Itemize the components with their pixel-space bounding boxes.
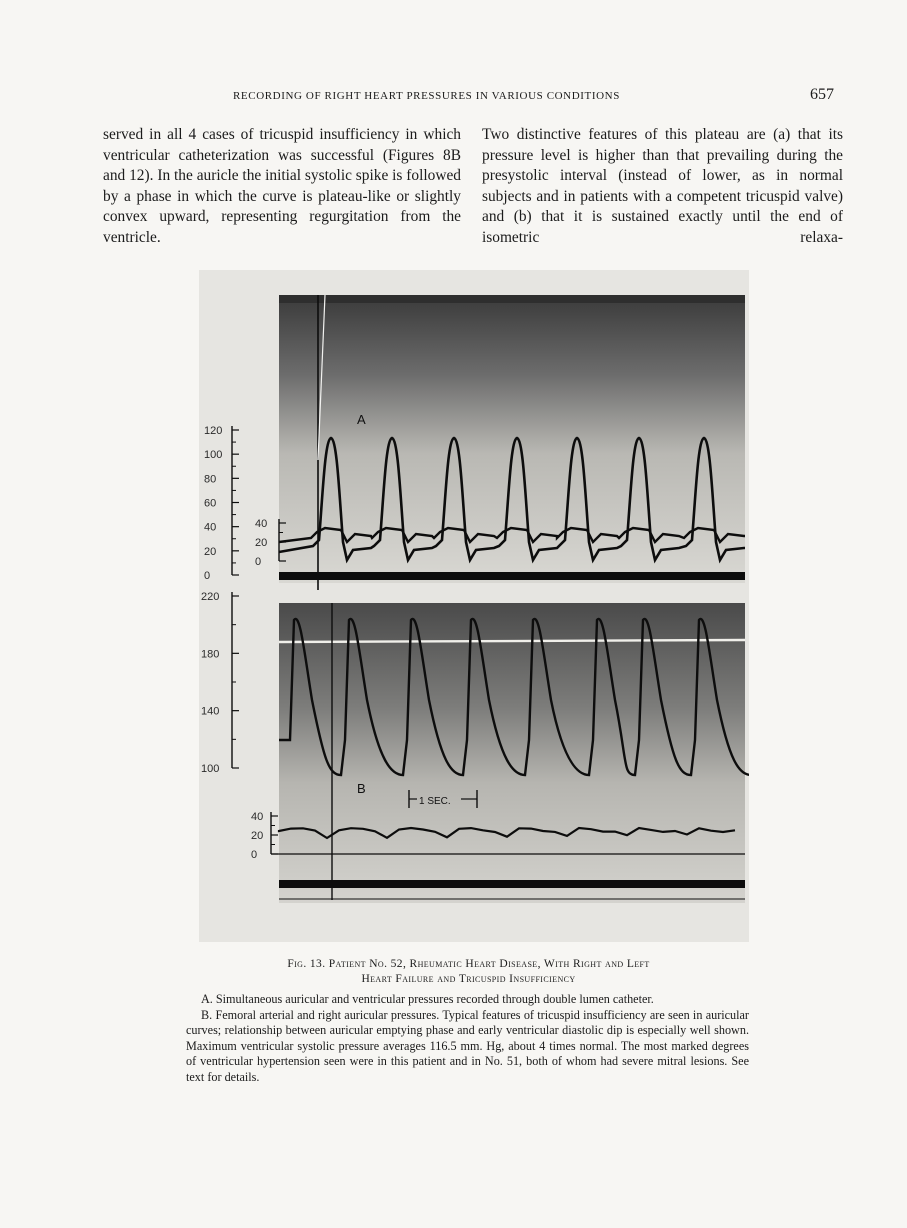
body-paragraph-left: served in all 4 cases of tricuspid insufficiency in which ventricular catheterization was successful (Figures 8B and 12). In the auricle the initial systolic spike is followed by a phase in which the curve is plateau-like or slightly convex upward, representing regurgitation from the ventricle.	[103, 126, 461, 246]
body-column-right	[482, 125, 843, 248]
running-head: RECORDING OF RIGHT HEART PRESSURES IN VARIOUS CONDITIONS	[233, 90, 620, 102]
scale-b-outer-tick-label: 100	[201, 763, 220, 775]
time-marker-label: 1 SEC.	[419, 796, 451, 807]
scale-a-outer-tick-label: 20	[204, 545, 217, 558]
scale-a-inner-tick-label: 20	[255, 537, 268, 549]
scale-b-outer-tick-label: 140	[201, 705, 220, 718]
scale-a-inner-tick-label: 40	[255, 518, 268, 530]
scale-a-outer-tick-label: 0	[204, 570, 211, 582]
scale-b-outer-tick-label: 220	[201, 591, 220, 603]
panel-a-top-band	[279, 295, 745, 303]
scale-a-outer-tick-label: 40	[204, 521, 217, 534]
scale-a-outer-tick-label: 120	[204, 425, 223, 437]
figure-13	[199, 270, 749, 942]
scale-a-inner-tick-label: 0	[255, 556, 262, 568]
panel-a-baseline	[279, 572, 745, 580]
scale-b-inner-tick-label: 40	[251, 811, 264, 823]
scale-a-outer-tick-label: 80	[204, 473, 217, 486]
body-column-left	[103, 125, 461, 248]
caption-paragraph-a: A. Simultaneous auricular and ventricular pressures recorded through double lumen catheter.	[201, 992, 654, 1006]
figure-caption-body	[186, 992, 749, 1086]
caption-title-line-1: Fig. 13. Patient No. 52, Rheumatic Heart Disease, With Right and Left	[287, 958, 650, 970]
scale-a-outer-tick-label: 60	[204, 497, 217, 510]
pressure-tracing-figure	[199, 270, 749, 942]
caption-paragraph-b: B. Femoral arterial and right auricular pressures. Typical features of tricuspid insufficiency are seen in auricular curves; relationship between auricular emptying phase and early ventricular diastolic dip is especially well shown. Maximum ventricular systolic pressure averages 116.5 mm. Hg, about 4 times normal. The most marked degrees of ventricular hypertension seen were in this patient and in No. 51, both of whom had severe mitral lesions. See text for details.	[186, 1007, 749, 1084]
scale-b-outer-tick-label: 180	[201, 648, 220, 661]
caption-title-line-2: Heart Failure and Tricuspid Insufficiency	[361, 973, 576, 985]
scale-a-outer-tick-label: 100	[204, 449, 223, 462]
page-number: 657	[810, 86, 834, 103]
scale-b-inner-tick-label: 0	[251, 849, 258, 861]
panel-a-label: A	[357, 412, 366, 427]
figure-caption-title	[186, 957, 751, 987]
scale-b-inner-tick-label: 20	[251, 830, 264, 842]
body-paragraph-right: Two distinctive features of this plateau are (a) that its pressure level is higher than that prevailing during the presystolic interval (instead of lower, as in normal subjects and in patients with a competent tricuspid valve) and (b) that it is sustained exactly until the end of isometric relaxa-	[482, 126, 843, 246]
panel-b-label: B	[357, 781, 366, 796]
panel-b-baseline	[279, 880, 745, 888]
